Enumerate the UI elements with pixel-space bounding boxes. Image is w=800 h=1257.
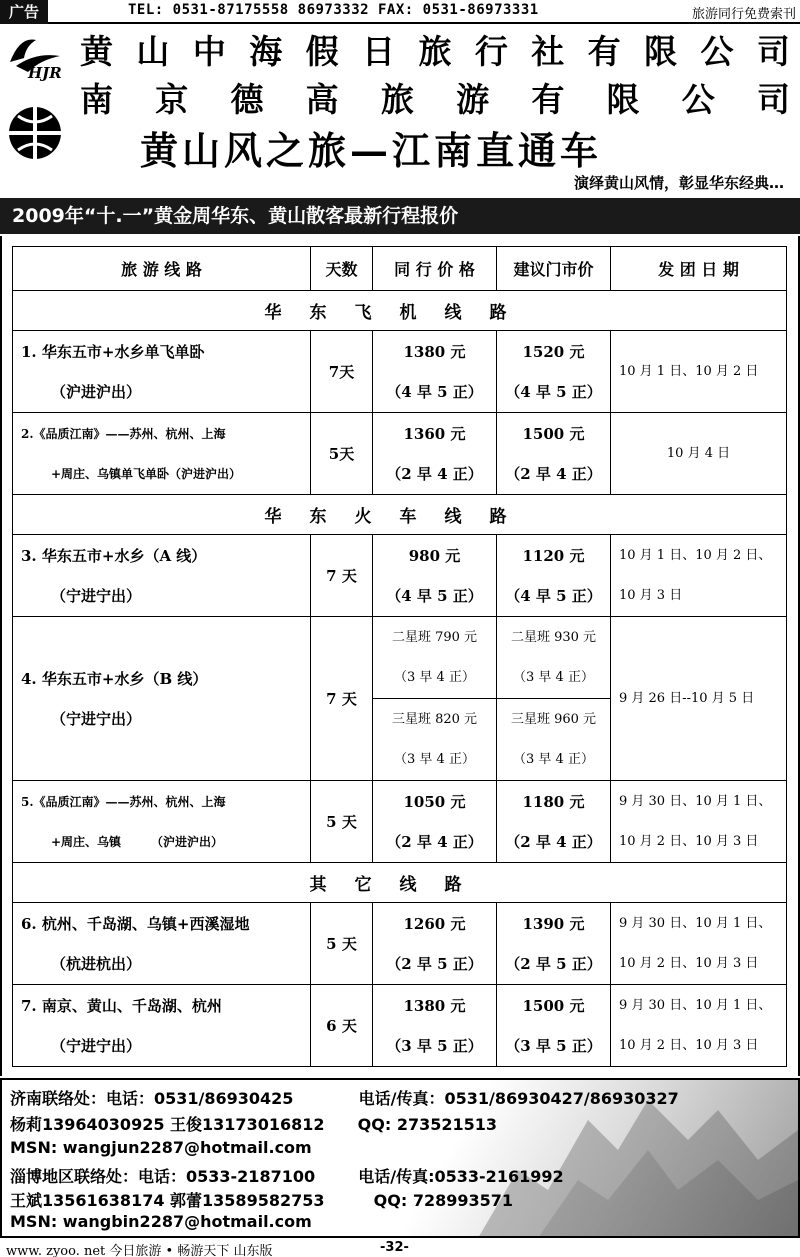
company-char: 社 bbox=[531, 32, 565, 71]
retail-meals: （2 早 5 正） bbox=[505, 954, 602, 973]
title-banner: 2009年“十.一”黄金周华东、黄山散客最新行程报价 bbox=[0, 198, 800, 234]
departure-cell bbox=[611, 413, 787, 495]
route-line-1: 2.《品质江南》——苏州、杭州、上海 bbox=[21, 426, 226, 441]
jinan-fax: 电话/传真：0531/86930427/86930327 bbox=[358, 1089, 679, 1108]
peer-price: 1360 元 bbox=[403, 424, 466, 443]
company-name-2 bbox=[80, 74, 790, 121]
departure-cell bbox=[611, 617, 787, 781]
peer-price: 980 元 bbox=[408, 546, 461, 565]
departure-date-2: 10 月 3 日 bbox=[619, 587, 683, 603]
departure-cell bbox=[611, 903, 787, 985]
retail-meals: （2 早 4 正） bbox=[505, 464, 602, 483]
days-cell: 5天 bbox=[311, 413, 373, 495]
route-line-1: 6. 杭州、千岛湖、乌镇+西溪湿地 bbox=[21, 914, 250, 933]
retail-price-cell-a bbox=[497, 617, 611, 699]
slogan-sub: 演绎黄山风情，彰显华东经典… bbox=[573, 174, 784, 192]
header-retail-price: 建议门市价 bbox=[497, 247, 611, 291]
peer-meals: （2 早 4 正） bbox=[386, 464, 483, 483]
departure-date-1: 10 月 1 日、10 月 2 日、 bbox=[619, 547, 772, 563]
company-char: 有 bbox=[531, 80, 565, 119]
route-line-2: （宁进宁出） bbox=[51, 709, 142, 728]
days-cell: 7 天 bbox=[311, 617, 373, 781]
jinan-people: 杨莉13964030925 王俊13173016812 bbox=[10, 1115, 325, 1134]
route-cell bbox=[13, 903, 311, 985]
route-line-2: （宁进宁出） bbox=[51, 586, 142, 605]
table-row bbox=[13, 617, 787, 699]
zibo-contact-line bbox=[10, 1164, 564, 1187]
departure-date: 9 月 26 日--10 月 5 日 bbox=[619, 690, 755, 706]
routes-table bbox=[12, 246, 787, 1067]
table-row bbox=[13, 781, 787, 863]
page-number: -32- bbox=[380, 1240, 409, 1255]
section-label: 其它线路 bbox=[13, 863, 787, 903]
jinan-msn-line bbox=[10, 1138, 312, 1157]
route-line-1: 5.《品质江南》——苏州、杭州、上海 bbox=[21, 794, 226, 809]
jinan-people-line bbox=[10, 1112, 497, 1135]
section-train bbox=[13, 495, 787, 535]
jinan-phone: 济南联络处：电话：0531/86930425 bbox=[10, 1089, 294, 1108]
retail-price: 1500 元 bbox=[522, 424, 585, 443]
route-cell bbox=[13, 535, 311, 617]
company-char: 德 bbox=[230, 80, 264, 119]
route-line-2: （宁进宁出） bbox=[51, 1036, 142, 1055]
retail-price: 1520 元 bbox=[522, 342, 585, 361]
company-char: 公 bbox=[681, 80, 715, 119]
company-char: 旅 bbox=[380, 80, 414, 119]
section-other bbox=[13, 863, 787, 903]
company-char: 黄 bbox=[80, 32, 113, 71]
company-char: 中 bbox=[192, 32, 226, 71]
header-peer-price: 同 行 价 格 bbox=[373, 247, 497, 291]
globe-logo-icon bbox=[6, 104, 64, 162]
retail-price-cell bbox=[497, 781, 611, 863]
header-route: 旅 游 线 路 bbox=[13, 247, 311, 291]
peer-price-cell bbox=[373, 413, 497, 495]
peer-price-cell bbox=[373, 985, 497, 1067]
retail-price: 三星班 960 元 bbox=[510, 711, 597, 727]
retail-price: 1390 元 bbox=[522, 914, 585, 933]
zibo-msn: MSN: wangbin2287@hotmail.com bbox=[10, 1212, 312, 1231]
retail-meals: （2 早 4 正） bbox=[505, 832, 602, 851]
route-cell bbox=[13, 331, 311, 413]
peer-price-cell bbox=[373, 903, 497, 985]
top-right-text: 旅游同行免费索刊 bbox=[691, 7, 796, 22]
company-char: 限 bbox=[644, 32, 678, 71]
departure-date: 10 月 1 日、10 月 2 日 bbox=[619, 363, 759, 379]
company-char: 山 bbox=[136, 32, 170, 71]
peer-meals: （4 早 5 正） bbox=[386, 382, 483, 401]
section-label: 华东飞机线路 bbox=[13, 291, 787, 331]
jinan-contact-line bbox=[10, 1086, 679, 1109]
logo-text: HJR bbox=[28, 64, 62, 82]
header bbox=[0, 24, 800, 196]
peer-price-cell bbox=[373, 781, 497, 863]
company-char: 京 bbox=[155, 80, 189, 119]
company-char: 南 bbox=[80, 80, 113, 119]
company-char: 司 bbox=[756, 32, 790, 71]
route-line-2: （杭进杭出） bbox=[51, 954, 142, 973]
departure-date: 10 月 4 日 bbox=[666, 445, 731, 461]
peer-price-cell bbox=[373, 535, 497, 617]
peer-price-cell-b bbox=[373, 699, 497, 781]
table-row bbox=[13, 535, 787, 617]
top-contact: TEL: 0531-87175558 86973332 FAX: 0531-86973331 bbox=[128, 2, 539, 18]
routes-table-wrapper bbox=[0, 236, 800, 1076]
peer-price: 1050 元 bbox=[403, 792, 466, 811]
company-char: 限 bbox=[606, 80, 640, 119]
departure-date-2: 10 月 2 日、10 月 3 日 bbox=[619, 1037, 759, 1053]
retail-price-cell-b bbox=[497, 699, 611, 781]
company-char: 司 bbox=[756, 80, 790, 119]
zibo-phone: 淄博地区联络处：电话：0533-2187100 bbox=[10, 1167, 316, 1186]
zibo-qq: QQ: 728993571 bbox=[373, 1191, 514, 1210]
company-char: 海 bbox=[249, 32, 283, 71]
jinan-qq: QQ: 273521513 bbox=[357, 1115, 498, 1134]
company-char: 有 bbox=[587, 32, 621, 71]
peer-meals: （3 早 4 正） bbox=[394, 751, 475, 767]
peer-meals: （2 早 4 正） bbox=[386, 832, 483, 851]
section-label: 华东火车线路 bbox=[13, 495, 787, 535]
retail-price-cell bbox=[497, 331, 611, 413]
zibo-people: 王斌13561638174 郭蕾13589582753 bbox=[10, 1191, 325, 1210]
table-row bbox=[13, 413, 787, 495]
header-departure: 发 团 日 期 bbox=[611, 247, 787, 291]
zibo-fax: 电话/传真:0533-2161992 bbox=[358, 1167, 564, 1186]
retail-price: 1120 元 bbox=[522, 546, 585, 565]
route-line-1: 1. 华东五市+水乡单飞单卧 bbox=[21, 342, 205, 361]
days-cell: 5 天 bbox=[311, 903, 373, 985]
header-days: 天数 bbox=[311, 247, 373, 291]
peer-price-cell bbox=[373, 331, 497, 413]
company-char: 日 bbox=[362, 32, 396, 71]
departure-date-2: 10 月 2 日、10 月 3 日 bbox=[619, 955, 759, 971]
days-cell: 6 天 bbox=[311, 985, 373, 1067]
departure-cell bbox=[611, 535, 787, 617]
route-line-1: 4. 华东五市+水乡（B 线） bbox=[21, 669, 208, 688]
retail-price: 二星班 930 元 bbox=[510, 629, 597, 645]
peer-price: 二星班 790 元 bbox=[391, 629, 478, 645]
route-line-1: 7. 南京、黄山、千岛湖、杭州 bbox=[21, 996, 222, 1015]
company-char: 旅 bbox=[418, 32, 452, 71]
departure-cell bbox=[611, 331, 787, 413]
table-row bbox=[13, 985, 787, 1067]
peer-price-cell-a bbox=[373, 617, 497, 699]
retail-price-cell bbox=[497, 413, 611, 495]
company-char: 游 bbox=[456, 80, 490, 119]
departure-date-1: 9 月 30 日、10 月 1 日、 bbox=[619, 915, 772, 931]
site-footer: www. zyoo. net 今日旅游 • 畅游天下 山东版 bbox=[6, 1244, 273, 1257]
peer-price: 1380 元 bbox=[403, 996, 466, 1015]
peer-meals: （4 早 5 正） bbox=[386, 586, 483, 605]
route-cell bbox=[13, 781, 311, 863]
retail-meals: （3 早 4 正） bbox=[513, 669, 594, 685]
retail-meals: （3 早 4 正） bbox=[513, 751, 594, 767]
company-char: 高 bbox=[305, 80, 339, 119]
retail-price: 1180 元 bbox=[522, 792, 585, 811]
slogan-main: 黄山风之旅—江南直通车 bbox=[140, 128, 603, 173]
peer-price: 1260 元 bbox=[403, 914, 466, 933]
departure-cell bbox=[611, 781, 787, 863]
departure-date-2: 10 月 2 日、10 月 3 日 bbox=[619, 833, 759, 849]
days-cell: 7 天 bbox=[311, 535, 373, 617]
departure-date-1: 9 月 30 日、10 月 1 日、 bbox=[619, 997, 772, 1013]
table-row bbox=[13, 903, 787, 985]
bottom-bar bbox=[0, 1236, 800, 1257]
section-air bbox=[13, 291, 787, 331]
route-line-1: 3. 华东五市+水乡（A 线） bbox=[21, 546, 207, 565]
departure-date-1: 9 月 30 日、10 月 1 日、 bbox=[619, 793, 772, 809]
table-header-row bbox=[13, 247, 787, 291]
company-char: 公 bbox=[700, 32, 734, 71]
days-cell: 5 天 bbox=[311, 781, 373, 863]
table-row bbox=[13, 331, 787, 413]
retail-price-cell bbox=[497, 985, 611, 1067]
retail-price-cell bbox=[497, 903, 611, 985]
route-cell bbox=[13, 617, 311, 781]
peer-price: 1380 元 bbox=[403, 342, 466, 361]
peer-price: 三星班 820 元 bbox=[391, 711, 478, 727]
zibo-people-line bbox=[10, 1188, 513, 1211]
peer-meals: （3 早 4 正） bbox=[394, 669, 475, 685]
route-line-2: +周庄、乌镇 （沪进沪出） bbox=[51, 834, 224, 849]
route-cell bbox=[13, 413, 311, 495]
route-cell bbox=[13, 985, 311, 1067]
retail-meals: （4 早 5 正） bbox=[505, 382, 602, 401]
zibo-msn-line bbox=[10, 1212, 312, 1231]
route-line-2: +周庄、乌镇单飞单卧（沪进沪出） bbox=[51, 466, 242, 481]
top-bar bbox=[0, 0, 800, 24]
retail-price: 1500 元 bbox=[522, 996, 585, 1015]
retail-meals: （3 早 5 正） bbox=[505, 1036, 602, 1055]
ad-tag: 广告 bbox=[0, 0, 48, 24]
hjr-logo-icon bbox=[6, 32, 64, 82]
retail-price-cell bbox=[497, 535, 611, 617]
route-line-2: （沪进沪出） bbox=[51, 382, 142, 401]
days-cell: 7天 bbox=[311, 331, 373, 413]
company-char: 行 bbox=[474, 32, 508, 71]
company-char: 假 bbox=[305, 32, 339, 71]
departure-cell bbox=[611, 985, 787, 1067]
peer-meals: （3 早 5 正） bbox=[386, 1036, 483, 1055]
contacts-section bbox=[0, 1078, 800, 1236]
company-name-1 bbox=[80, 26, 790, 73]
peer-meals: （2 早 5 正） bbox=[386, 954, 483, 973]
retail-meals: （4 早 5 正） bbox=[505, 586, 602, 605]
jinan-msn: MSN: wangjun2287@hotmail.com bbox=[10, 1138, 312, 1157]
